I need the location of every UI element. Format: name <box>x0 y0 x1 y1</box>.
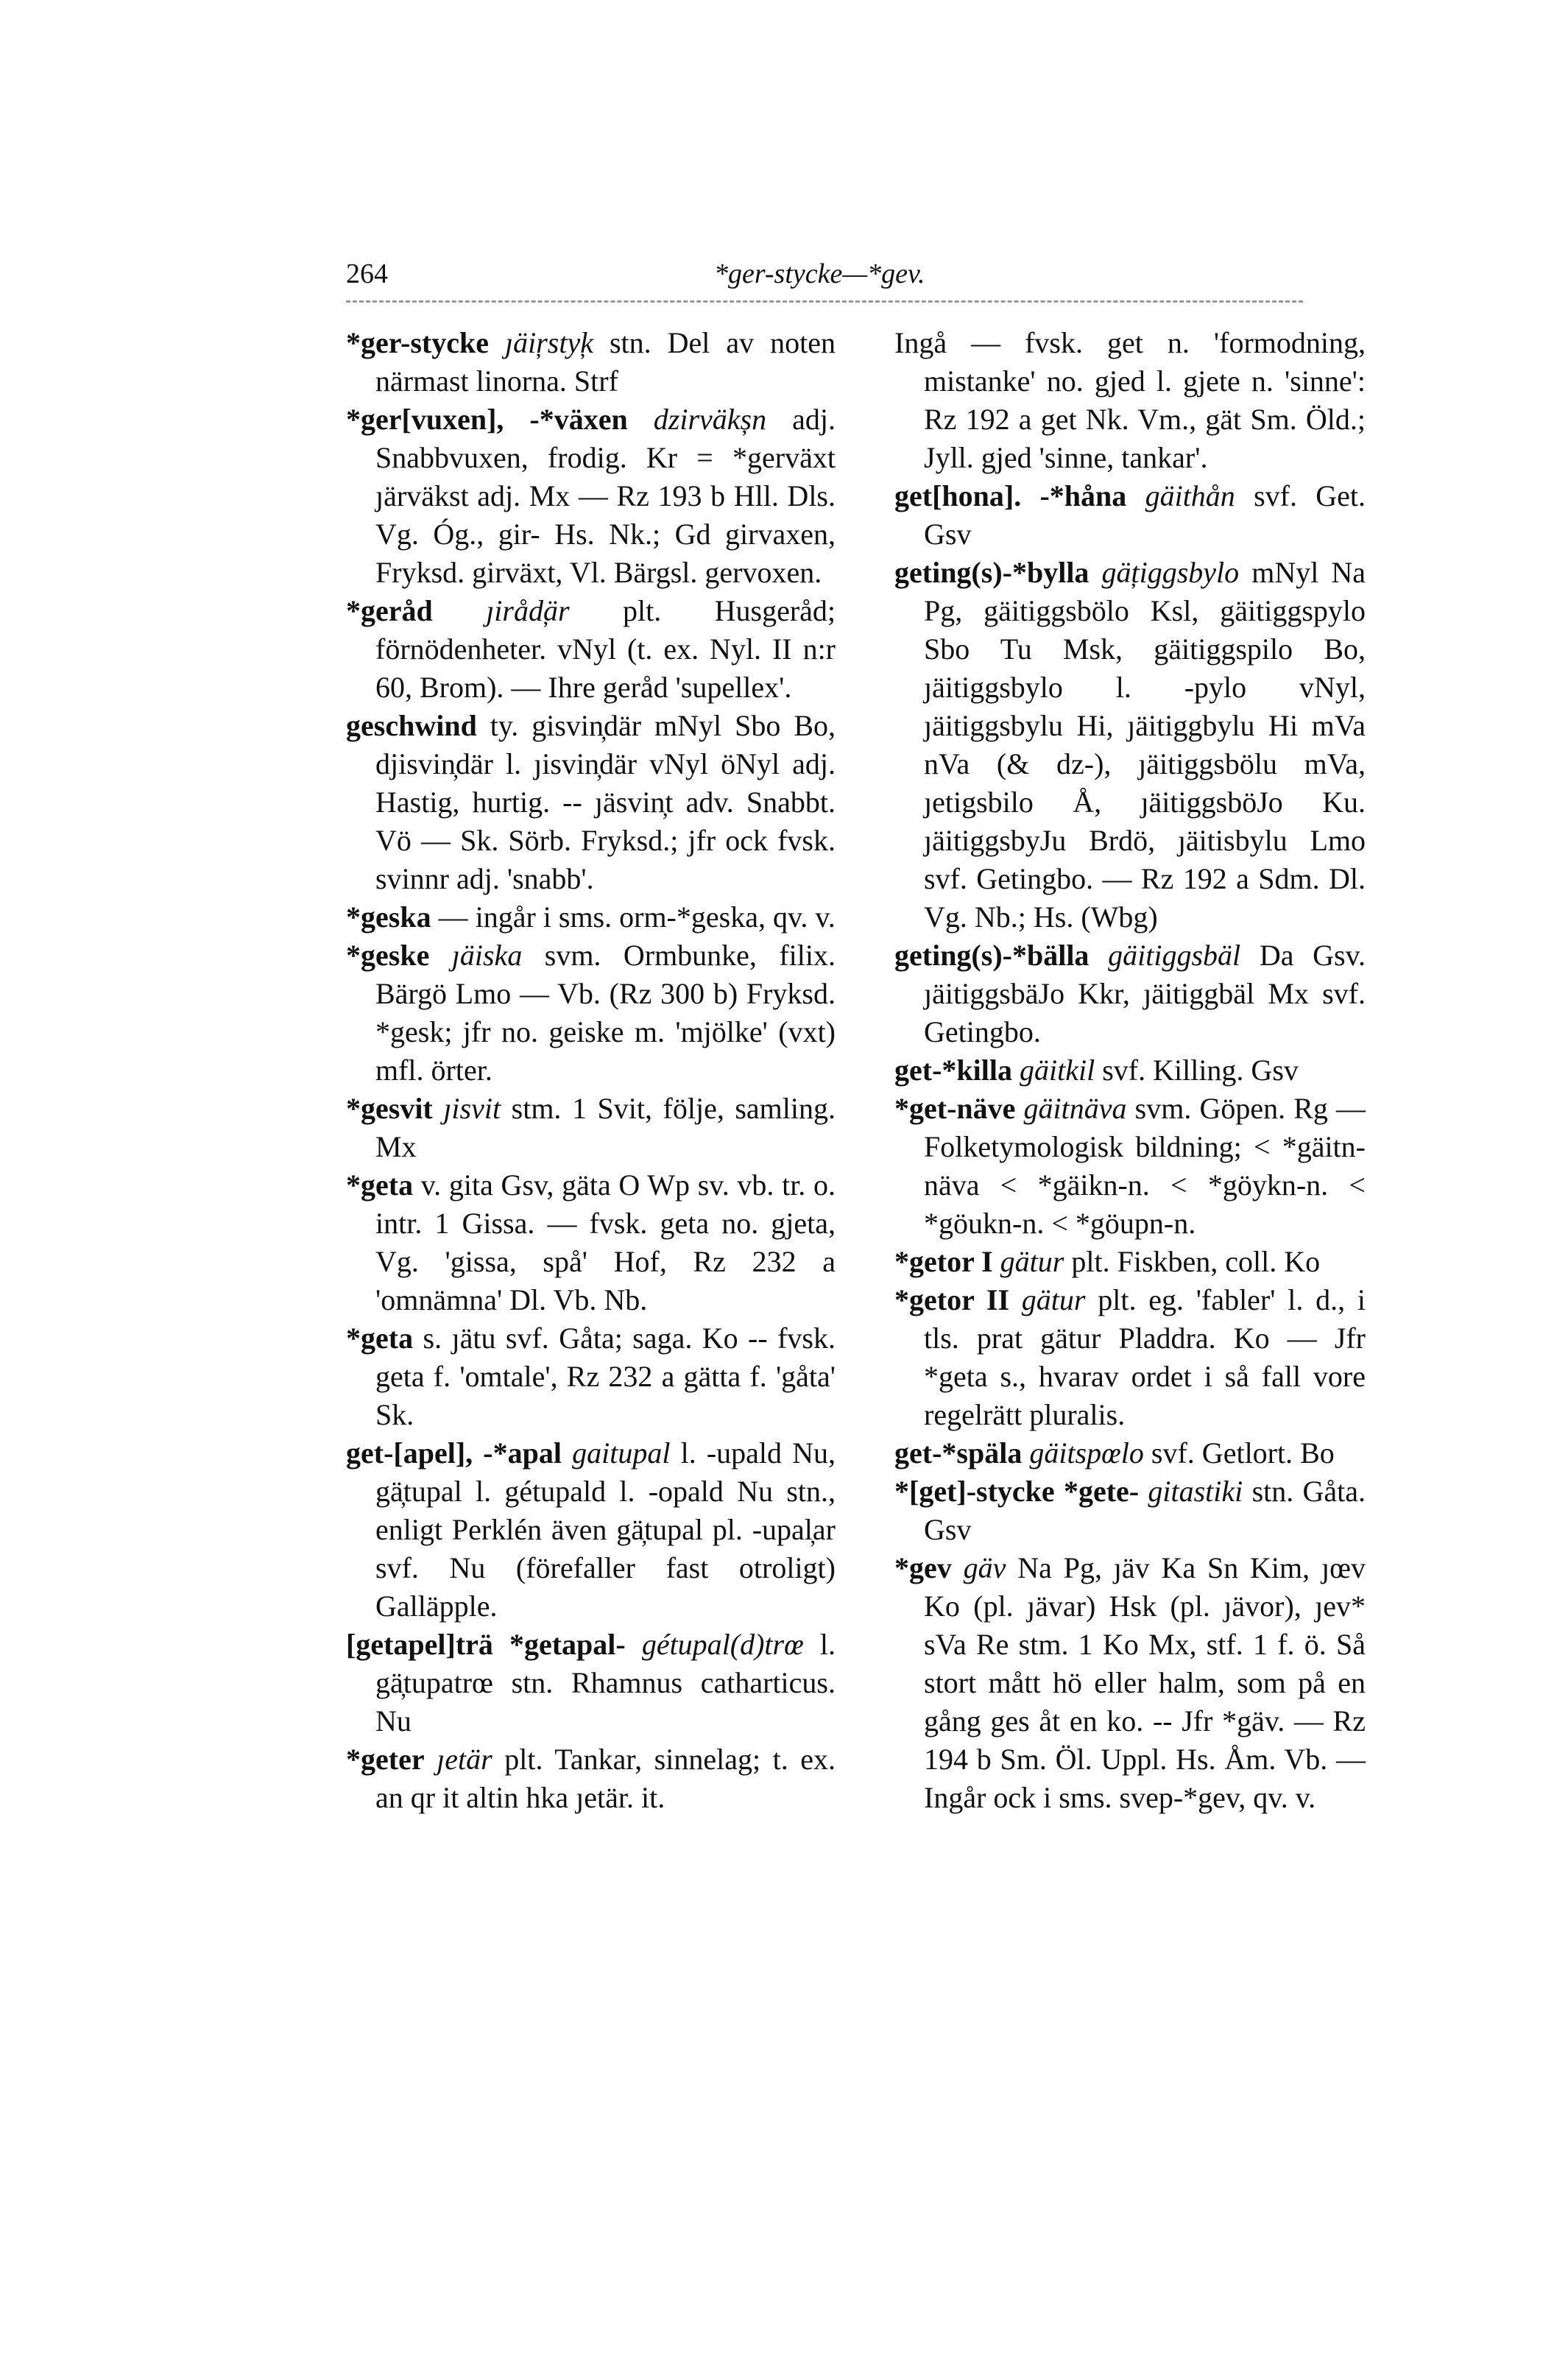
entry-headword: get-*späla <box>894 1436 1023 1470</box>
dictionary-entry <box>346 707 836 898</box>
entry-dialect-form: gäithån <box>1145 479 1235 512</box>
dictionary-entry <box>346 1740 836 1817</box>
entry-dialect-form: ȷetär <box>437 1743 492 1776</box>
entry-definition: mNyl Na Pg, gäitiggsbölo Ksl, gäitiggspylo Sbo Tu Msk, gäitiggspilo Bo, ȷäitiggsbylo l. -pylo vNyl, ȷäitiggsbylu Hi, ȷäitiggbylu Hi mVa nVa (& dz-), ȷäitiggsbölu mVa, ȷetigsbilo Å, ȷäitiggsböJo Ku. ȷäitiggsbyJu Brdö, ȷäitisbylu Lmo svf. Getingbo. — Rz 192 a Sdm. Dl. Vg. Nb.; Hs. (Wbg) <box>924 556 1366 934</box>
entry-definition: — ingår i sms. orm-*geska, qv. v. <box>438 900 836 934</box>
entry-dialect-form: gätur <box>1021 1283 1086 1316</box>
entry-dialect-form: ȷäiska <box>451 939 523 972</box>
dictionary-entry <box>346 898 836 936</box>
entry-definition: svm. Ormbunke, filix. Bärgö Lmo — Vb. (Rz 300 b) Fryksd. *gesk; jfr no. geiske m. 'mjölke' (vxt) mfl. örter. <box>375 939 836 1087</box>
entry-dialect-form: gétupal(d)trœ <box>641 1628 804 1661</box>
entry-headword: *get-näve <box>894 1092 1016 1125</box>
dictionary-entry <box>894 1051 1366 1090</box>
entry-definition: adj. Snabbvuxen, frodig. Kr = *gerväxt ȷärväkst adj. Mx — Rz 193 b Hll. Dls. Vg. Óg., gir- Hs. Nk.; Gd girvaxen, Fryksd. girväxt, Vl. Bärgsl. gervoxen. <box>375 403 836 589</box>
entry-definition: svm. Göpen. Rg — Folketymologisk bildning; < *gäitn-näva < *gäikn-n. < *göykn-n. < *göukn-n. < *göupn-n. <box>924 1092 1366 1240</box>
dictionary-entry <box>346 1319 836 1434</box>
entry-definition: s. ȷätu svf. Gåta; saga. Ko -- fvsk. geta f. 'omtale', Rz 232 a gätta f. 'gåta' Sk. <box>375 1322 836 1431</box>
page-number: 264 <box>346 258 388 289</box>
entry-headword: *[get]-stycke *gete- <box>894 1475 1140 1508</box>
entry-definition: stm. 1 Svit, följe, samling. Mx <box>375 1092 836 1163</box>
entry-definition: v. gita Gsv, gäta O Wp sv. vb. tr. o. intr. 1 Gissa. — fvsk. geta no. gjeta, Vg. 'gissa, spå' Hof, Rz 232 a 'omnämna' Dl. Vb. Nb. <box>375 1168 836 1316</box>
entry-dialect-form: ȷisvit <box>443 1092 501 1125</box>
entry-definition: plt. Husgeråd; förnödenheter. vNyl (t. ex. Nyl. II n:r 60, Brom). — Ihre geråd 'supellex'. <box>375 594 836 704</box>
dictionary-entry <box>894 554 1366 936</box>
entry-headword: get[hona]. -*håna <box>894 479 1127 512</box>
entry-definition: stn. Gåta. Gsv <box>924 1475 1366 1546</box>
entry-dialect-form: gitastiki <box>1148 1475 1243 1508</box>
dictionary-entry <box>346 1626 836 1740</box>
entry-dialect-form: ȷiråd̦är <box>486 594 570 627</box>
entry-dialect-form: dzirväkșn <box>653 403 767 436</box>
entry-definition: svf. Killing. Gsv <box>1102 1054 1299 1087</box>
entry-headword: *gesvit <box>346 1092 433 1125</box>
dictionary-entry <box>894 1090 1366 1243</box>
dictionary-entry <box>894 1281 1366 1434</box>
entry-headword: *ger-stycke <box>346 326 489 359</box>
entry-headword: *getor I <box>894 1245 993 1278</box>
entry-definition: svf. Getlort. Bo <box>1151 1436 1335 1470</box>
header-rule <box>346 300 1303 303</box>
entry-definition: l. -upald Nu, gä̦tupal l. gétupald l. -opald Nu stn., enligt Perklén även gä̦tupal pl. -upal̦ar svf. Nu (förefaller fast otroligt) Galläpple. <box>375 1436 836 1623</box>
entry-headword: get-*killa <box>894 1054 1012 1087</box>
dictionary-entry <box>894 936 1366 1051</box>
entry-dialect-form: gäv <box>963 1551 1006 1584</box>
entry-definition: ty. gisvin̦där mNyl Sbo Bo, djisvin̦där l. ȷisvin̦där vNyl öNyl adj. Hastig, hurtig. -- ȷäsvin̦t adv. Snabbt. Vö — Sk. Sörb. Fryksd.; jfr ock fvsk. svinnr adj. 'snabb'. <box>375 709 836 895</box>
entry-definition: Da Gsv. ȷäitiggsbäJo Kkr, ȷäitiggbäl Mx svf. Getingbo. <box>924 939 1366 1048</box>
entry-definition: plt. eg. 'fabler' l. d., i tls. prat gätur Pladdra. Ko — Jfr *geta s., hvarav ordet i så fall vore regelrätt pluralis. <box>924 1283 1366 1431</box>
entry-definition: stn. Del av noten närmast linorna. Strf <box>375 326 836 398</box>
entry-dialect-form: gäitnäva <box>1023 1092 1127 1125</box>
dictionary-entry <box>894 477 1366 554</box>
running-title: *ger-stycke—*gev. <box>714 258 925 289</box>
entry-dialect-form: gätur <box>1000 1245 1064 1278</box>
entry-definition: l. gä̦tupatrœ stn. Rhamnus catharticus. Nu <box>375 1628 836 1738</box>
entry-headword: geting(s)-*bylla <box>894 556 1090 589</box>
left-column <box>346 324 836 1817</box>
entry-definition: Ingå — fvsk. get n. 'formodning, mistanke' no. gjed l. gjete n. 'sinne': Rz 192 a get Nk. Vm., gät Sm. Öld.; Jyll. gjed 'sinne, tankar'. <box>894 326 1366 474</box>
entry-headword: get-[apel], -*apal <box>346 1436 562 1470</box>
entry-headword: *geta <box>346 1322 414 1355</box>
dictionary-entry <box>346 401 836 592</box>
page-header <box>346 258 1303 302</box>
entry-headword: *geska <box>346 900 431 934</box>
dictionary-entry <box>894 1434 1366 1472</box>
dictionary-entry <box>346 592 836 707</box>
entry-headword: *geske <box>346 939 430 972</box>
entry-dialect-form: gäitiggsbäl <box>1108 939 1241 972</box>
dictionary-entry <box>894 1472 1366 1549</box>
entry-dialect-form: gä̦tiggsbylo <box>1101 556 1240 589</box>
entry-definition: plt. Fiskben, coll. Ko <box>1071 1245 1321 1278</box>
dictionary-entry <box>346 324 836 401</box>
entry-dialect-form: gaitupal <box>572 1436 671 1470</box>
entry-headword: *ger[vuxen], -*växen <box>346 403 628 436</box>
dictionary-entry <box>894 324 1366 477</box>
entry-headword: geschwind <box>346 709 477 742</box>
right-column <box>894 324 1366 1817</box>
entry-headword: *geta <box>346 1168 414 1202</box>
entry-headword: *geter <box>346 1743 425 1776</box>
entry-dialect-form: gäitkil <box>1019 1054 1095 1087</box>
entry-definition: plt. Tankar, sinnelag; t. ex. an qr it altin hka ȷetär. it. <box>375 1743 836 1814</box>
entry-headword: *gev <box>894 1551 952 1584</box>
entry-headword: [getapel]trä *getapal- <box>346 1628 626 1661</box>
entry-headword: *getor II <box>894 1283 1010 1316</box>
entry-definition: Na Pg, ȷäv Ka Sn Kim, ȷœv Ko (pl. ȷävar) Hsk (pl. ȷävor), ȷev* sVa Re stm. 1 Ko Mx, stf. 1 f. ö. Så stort mått hö eller halm, som på en gång ges åt en ko. -- Jfr *gäv. — Rz 194 b Sm. Öl. Uppl. Hs. Åm. Vb. — Ingår ock i sms. svep-*gev, qv. v. <box>924 1551 1366 1814</box>
entry-headword: geting(s)-*bälla <box>894 939 1090 972</box>
entry-dialect-form: ȷäi̦rsty̦k <box>504 326 593 359</box>
dictionary-entry <box>346 1090 836 1166</box>
dictionary-entry <box>894 1549 1366 1817</box>
entry-definition: svf. Get. Gsv <box>924 479 1366 551</box>
dictionary-entry <box>894 1243 1366 1281</box>
dictionary-entry <box>346 936 836 1090</box>
entry-dialect-form: gäitspœlo <box>1029 1436 1144 1470</box>
dictionary-entry <box>346 1166 836 1319</box>
dictionary-entry <box>346 1434 836 1626</box>
entry-headword: *geråd <box>346 594 433 627</box>
